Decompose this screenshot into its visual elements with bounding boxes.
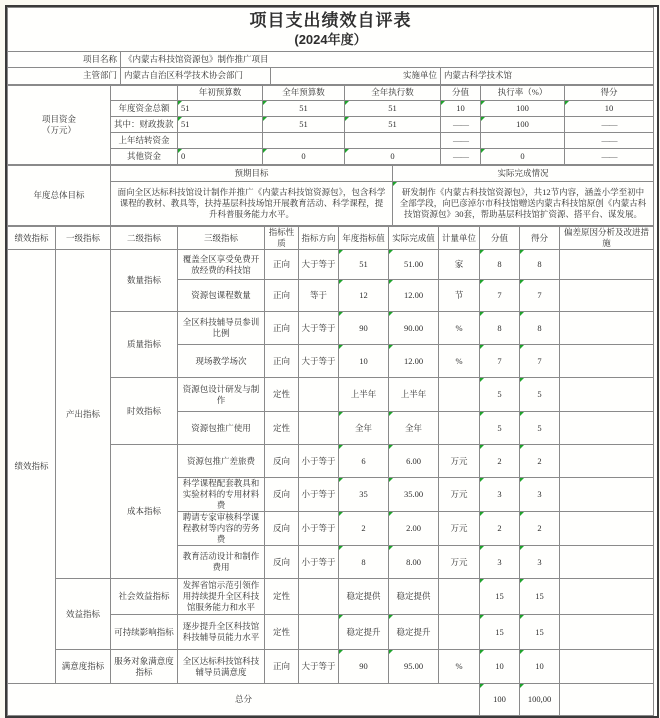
unit: [439, 378, 480, 412]
points: 7: [480, 345, 520, 378]
funding-rate: [481, 132, 565, 148]
points: 15: [480, 579, 520, 615]
goals-actual-header: 实际完成情况: [393, 165, 654, 181]
unit: 万元: [439, 478, 480, 512]
actual-value: 2.00: [389, 512, 439, 546]
unit: 节: [439, 280, 480, 312]
points: 3: [480, 546, 520, 579]
unit: 万元: [439, 512, 480, 546]
direction: 大于等于: [299, 250, 339, 280]
funding-score: 10: [565, 100, 654, 116]
actual-value: 8.00: [389, 546, 439, 579]
nature: 反向: [265, 445, 299, 478]
level2-quantity-cell: 数量指标: [111, 250, 178, 312]
funding-initial: 51: [178, 116, 263, 132]
score: 3: [520, 478, 560, 512]
deviation: [560, 546, 654, 579]
unit: 家: [439, 250, 480, 280]
deviation: [560, 250, 654, 280]
dept-label: 主管部门: [8, 67, 121, 84]
funding-label-line1: 项目资金: [41, 113, 76, 124]
indicator-row: [8, 250, 654, 280]
funding-initial: [178, 132, 263, 148]
col-header: 三级指标: [178, 226, 265, 249]
l3-name: 覆盖全区享受免费开放经费的科技馆: [178, 250, 265, 280]
header-table: [7, 7, 654, 85]
score: 2: [520, 445, 560, 478]
col-header: 指标性质: [265, 226, 299, 249]
nature: 正向: [265, 345, 299, 378]
funding-annual: 0: [263, 148, 345, 164]
goals-expected-text: 面向全区达标科技馆设计制作并推广《内蒙古科技馆资源包》，包含科学课程的教材、教具等，扶持基层科技场馆开展教育活动、科学课程，提升科普服务能力水平。: [111, 181, 393, 225]
indicators-table: [7, 226, 654, 716]
col-header: 一级指标: [56, 226, 111, 249]
unit: [439, 579, 480, 615]
funding-header-initial: 年初预算数: [178, 85, 263, 100]
goals-expected-header: 预期目标: [111, 165, 393, 181]
level1-benefit-cell: 效益指标: [56, 579, 111, 650]
funding-score: ——: [565, 116, 654, 132]
level2-cost-cell: 成本指标: [111, 445, 178, 579]
col-header: 绩效指标: [8, 226, 56, 249]
target-value: 90: [339, 650, 389, 684]
points: 5: [480, 378, 520, 412]
actual-value: 稳定提供: [389, 579, 439, 615]
funding-points: ——: [441, 148, 481, 164]
score: 3: [520, 546, 560, 579]
target-value: 2: [339, 512, 389, 546]
form-subtitle: (2024年度）: [294, 32, 367, 48]
funding-annual: [263, 132, 345, 148]
level2-sustain-cell: 可持续影响指标: [111, 615, 178, 650]
actual-value: 上半年: [389, 378, 439, 412]
target-value: 稳定提供: [339, 579, 389, 615]
score: 5: [520, 412, 560, 445]
level1-output-cell: 产出指标: [56, 250, 111, 579]
target-value: 35: [339, 478, 389, 512]
nature: 正向: [265, 312, 299, 345]
actual-value: 95.00: [389, 650, 439, 684]
score: 10: [520, 650, 560, 684]
funding-rate: 0: [481, 148, 565, 164]
deviation: [560, 345, 654, 378]
l3-name: 教育活动设计和制作费用: [178, 546, 265, 579]
points: 7: [480, 280, 520, 312]
unit: 万元: [439, 546, 480, 579]
points: 3: [480, 478, 520, 512]
funding-header-points: 分值: [441, 85, 481, 100]
l3-name: 现场教学场次: [178, 345, 265, 378]
l3-name: 资源包推广差旅费: [178, 445, 265, 478]
score: 15: [520, 579, 560, 615]
points: 2: [480, 512, 520, 546]
funding-header-score: 得分: [565, 85, 654, 100]
level2-service-cell: 服务对象满意度指标: [111, 650, 178, 684]
goals-row-label: 年度总体目标: [8, 165, 111, 225]
target-value: 12: [339, 280, 389, 312]
nature: 定性: [265, 412, 299, 445]
deviation: [560, 512, 654, 546]
col-header: 得分: [520, 226, 560, 249]
actual-value: 全年: [389, 412, 439, 445]
funding-sublabel-header: [111, 85, 178, 100]
direction: 小于等于: [299, 478, 339, 512]
deviation: [560, 445, 654, 478]
funding-row-label: [8, 85, 111, 164]
deviation: [560, 650, 654, 684]
nature: 反向: [265, 546, 299, 579]
direction: [299, 579, 339, 615]
points: 2: [480, 445, 520, 478]
direction: 大于等于: [299, 312, 339, 345]
points: 10: [480, 650, 520, 684]
target-value: 上半年: [339, 378, 389, 412]
deviation: [560, 312, 654, 345]
actual-value: 35.00: [389, 478, 439, 512]
form-title-cell: [8, 8, 654, 52]
total-points: 100: [480, 684, 520, 716]
funding-points: ——: [441, 116, 481, 132]
funding-score: ——: [565, 132, 654, 148]
funding-initial: 51: [178, 100, 263, 116]
col-header: 指标方向: [299, 226, 339, 249]
actual-value: 12.00: [389, 345, 439, 378]
indicators-header-row: [8, 226, 654, 249]
direction: 大于等于: [299, 345, 339, 378]
dept-value: 内蒙古自治区科学技术协会部门: [121, 67, 271, 84]
points: 8: [480, 312, 520, 345]
direction: [299, 615, 339, 650]
l3-name: 全区达标科技馆科技辅导员满意度: [178, 650, 265, 684]
direction: 小于等于: [299, 546, 339, 579]
project-name-value: 《内蒙古科技馆资源包》制作推广项目: [121, 51, 654, 67]
direction: 小于等于: [299, 445, 339, 478]
funding-header-annual: 全年预算数: [263, 85, 345, 100]
funding-row-label-other: 其他资金: [111, 148, 178, 164]
col-header: 二级指标: [111, 226, 178, 249]
nature: 反向: [265, 478, 299, 512]
col-header: 偏差原因分析及改进措施: [560, 226, 654, 249]
impl-unit-label: 实施单位: [271, 67, 441, 84]
col-header: 分值: [480, 226, 520, 249]
total-score: 100,00: [520, 684, 560, 716]
funding-executed: 51: [345, 100, 441, 116]
level1-satisfaction-cell: 满意度指标: [56, 650, 111, 684]
deviation: [560, 478, 654, 512]
funding-executed: [345, 132, 441, 148]
unit: [439, 412, 480, 445]
self-evaluation-form: [5, 5, 659, 718]
impl-unit-value: 内蒙古科学技术馆: [441, 67, 654, 84]
funding-annual: 51: [263, 100, 345, 116]
total-label: 总分: [8, 684, 480, 716]
funding-header-executed: 全年执行数: [345, 85, 441, 100]
l3-name: 资源包课程数量: [178, 280, 265, 312]
funding-executed: 51: [345, 116, 441, 132]
score: 7: [520, 280, 560, 312]
actual-value: 51.00: [389, 250, 439, 280]
funding-rate: 100: [481, 116, 565, 132]
unit: %: [439, 345, 480, 378]
funding-initial: 0: [178, 148, 263, 164]
score: 7: [520, 345, 560, 378]
col-header: 年度指标值: [339, 226, 389, 249]
nature: 正向: [265, 250, 299, 280]
nature: 定性: [265, 378, 299, 412]
funding-points: 10: [441, 100, 481, 116]
l3-name: 聘请专家审核科学课程教材等内容的劳务费: [178, 512, 265, 546]
score: 8: [520, 312, 560, 345]
goals-table: [7, 165, 654, 226]
points: 5: [480, 412, 520, 445]
level2-social-cell: 社会效益指标: [111, 579, 178, 615]
unit: [439, 615, 480, 650]
target-value: 6: [339, 445, 389, 478]
direction: 等于: [299, 280, 339, 312]
funding-row-label-total: 年度资金总额: [111, 100, 178, 116]
nature: 定性: [265, 579, 299, 615]
form-title: 项目支出绩效自评表: [249, 11, 412, 30]
funding-points: ——: [441, 132, 481, 148]
col-header: 计量单位: [439, 226, 480, 249]
nature: 正向: [265, 650, 299, 684]
indicator-row: [8, 579, 654, 615]
nature: 正向: [265, 280, 299, 312]
l3-name: 逐步提升全区科技馆科技辅导员能力水平: [178, 615, 265, 650]
l3-name: 科学课程配套教具和实验材料的专用材料费: [178, 478, 265, 512]
funding-row-label-fiscal: 其中：财政拨款: [111, 116, 178, 132]
target-value: 51: [339, 250, 389, 280]
points: 15: [480, 615, 520, 650]
funding-row-label-carryover: 上年结转资金: [111, 132, 178, 148]
unit: %: [439, 312, 480, 345]
target-value: 8: [339, 546, 389, 579]
actual-value: 稳定提升: [389, 615, 439, 650]
target-value: 稳定提升: [339, 615, 389, 650]
unit: %: [439, 650, 480, 684]
funding-annual: 51: [263, 116, 345, 132]
nature: 反向: [265, 512, 299, 546]
deviation: [560, 615, 654, 650]
funding-rate: 100: [481, 100, 565, 116]
funding-table: [7, 85, 654, 165]
funding-score: ——: [565, 148, 654, 164]
score: 5: [520, 378, 560, 412]
actual-value: 12.00: [389, 280, 439, 312]
funding-header-rate: 执行率（%）: [481, 85, 565, 100]
l3-name: 资源包推广使用: [178, 412, 265, 445]
target-value: 10: [339, 345, 389, 378]
actual-value: 90.00: [389, 312, 439, 345]
l3-name: 全区科技辅导员参训比例: [178, 312, 265, 345]
l3-name: 发挥省馆示范引领作用持续提升全区科技馆服务能力和水平: [178, 579, 265, 615]
score: 2: [520, 512, 560, 546]
target-value: 90: [339, 312, 389, 345]
col-header: 实际完成值: [389, 226, 439, 249]
group-label-cell: 绩效指标: [8, 250, 56, 684]
funding-label-line2: （万元）: [41, 124, 76, 135]
actual-value: 6.00: [389, 445, 439, 478]
funding-executed: 0: [345, 148, 441, 164]
points: 8: [480, 250, 520, 280]
deviation: [560, 412, 654, 445]
direction: 小于等于: [299, 512, 339, 546]
deviation: [560, 280, 654, 312]
level2-quality-cell: 质量指标: [111, 312, 178, 378]
direction: [299, 378, 339, 412]
project-name-label: 项目名称: [8, 51, 121, 67]
deviation: [560, 378, 654, 412]
indicator-row: [8, 650, 654, 684]
l3-name: 资源包设计研发与制作: [178, 378, 265, 412]
unit: 万元: [439, 445, 480, 478]
goals-actual-text: 研发制作《内蒙古科技馆资源包》，共12节内容，涵盖小学至初中全部学段，向巴彦淖尔市科技馆赠送内蒙古科技馆原创《内蒙古科技馆资源包》30套，帮助基层科技馆扩资源、搭平台、谋发展。: [393, 181, 654, 225]
level2-timeliness-cell: 时效指标: [111, 378, 178, 445]
target-value: 全年: [339, 412, 389, 445]
deviation: [560, 579, 654, 615]
score: 15: [520, 615, 560, 650]
score: 8: [520, 250, 560, 280]
direction: 大于等于: [299, 650, 339, 684]
nature: 定性: [265, 615, 299, 650]
direction: [299, 412, 339, 445]
